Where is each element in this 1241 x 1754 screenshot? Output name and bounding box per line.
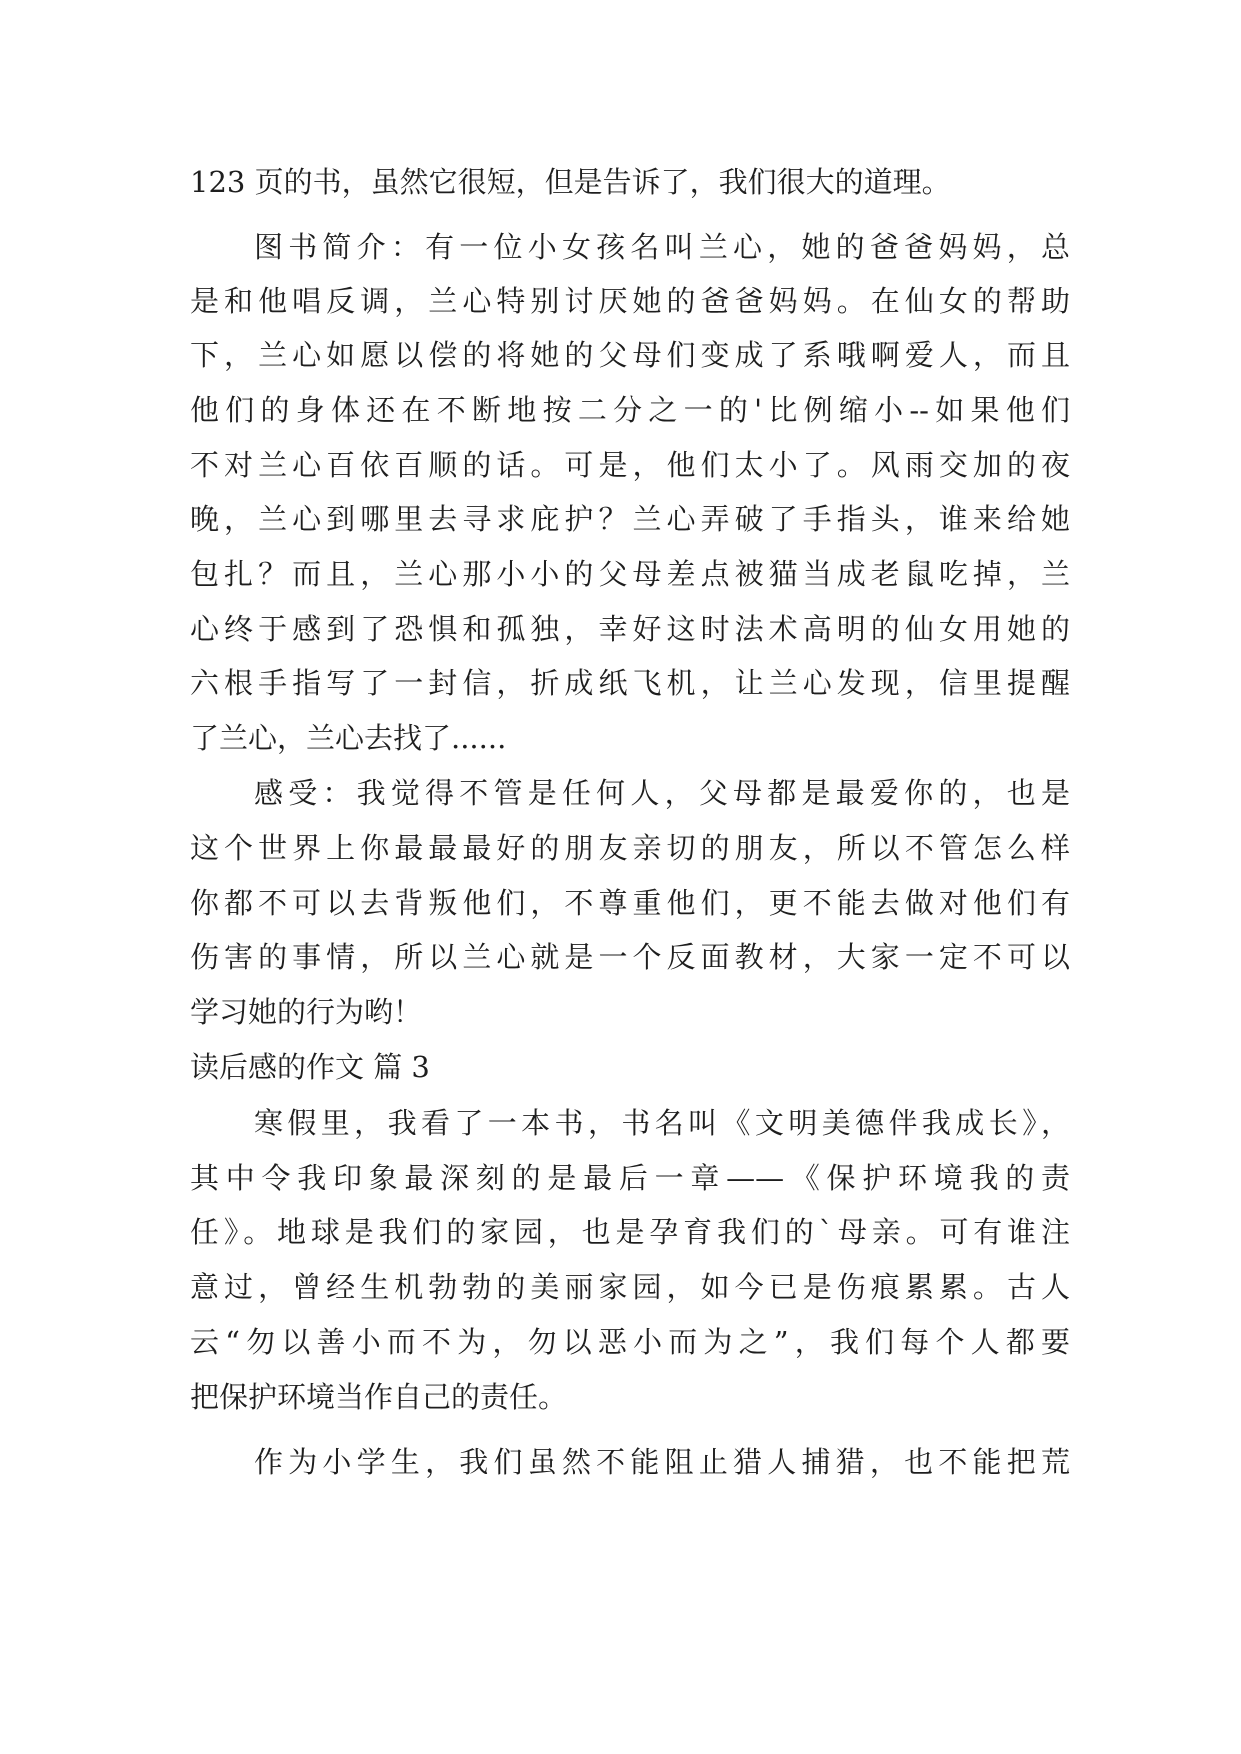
paragraph-line: 他们的身体还在不断地按二分之一的'比例缩小--如果他们	[190, 393, 1070, 427]
paragraph-line: 图书简介：有一位小女孩名叫兰心，她的爸爸妈妈，总	[254, 230, 1070, 264]
paragraph-line: 心终于感到了恐惧和孤独，幸好这时法术高明的仙女用她的	[190, 612, 1070, 646]
paragraph-line: 六根手指写了一封信，折成纸飞机，让兰心发现，信里提醒	[190, 666, 1070, 700]
paragraph-line: 下，兰心如愿以偿的将她的父母们变成了系哦啊爱人，而且	[190, 338, 1070, 372]
paragraph-line: 你都不可以去背叛他们，不尊重他们，更不能去做对他们有	[190, 886, 1070, 920]
paragraph-line: 作为小学生，我们虽然不能阻止猎人捕猎，也不能把荒	[254, 1445, 1070, 1479]
paragraph-line: 是和他唱反调，兰心特别讨厌她的爸爸妈妈。在仙女的帮助	[190, 284, 1070, 318]
paragraph-line: 云“勿以善小而不为，勿以恶小而为之”，我们每个人都要	[190, 1325, 1070, 1359]
paragraph-line: 伤害的事情，所以兰心就是一个反面教材，大家一定不可以	[190, 940, 1070, 974]
paragraph-line: 123 页的书，虽然它很短，但是告诉了，我们很大的道理。	[190, 165, 951, 199]
paragraph-line: 包扎？而且，兰心那小小的父母差点被猫当成老鼠吃掉，兰	[190, 557, 1070, 591]
paragraph-line: 意过，曾经生机勃勃的美丽家园，如今已是伤痕累累。古人	[190, 1270, 1070, 1304]
section-heading: 读后感的作文 篇 3	[190, 1050, 430, 1084]
paragraph-line: 这个世界上你最最最好的朋友亲切的朋友，所以不管怎么样	[190, 831, 1070, 865]
paragraph-line: 学习她的行为哟！	[190, 995, 423, 1029]
paragraph-line: 任》。地球是我们的家园，也是孕育我们的`母亲。可有谁注	[190, 1215, 1070, 1249]
paragraph-line: 寒假里，我看了一本书，书名叫《文明美德伴我成长》，	[254, 1106, 1070, 1140]
paragraph-line: 了兰心，兰心去找了......	[190, 721, 507, 755]
paragraph-line: 不对兰心百依百顺的话。可是，他们太小了。风雨交加的夜	[190, 448, 1070, 482]
paragraph-line: 其中令我印象最深刻的是最后一章——《保护环境我的责	[190, 1161, 1070, 1195]
paragraph-line: 晚，兰心到哪里去寻求庇护？兰心弄破了手指头，谁来给她	[190, 502, 1070, 536]
paragraph-line: 感受：我觉得不管是任何人，父母都是最爱你的，也是	[254, 776, 1070, 810]
paragraph-line: 把保护环境当作自己的责任。	[190, 1380, 568, 1414]
